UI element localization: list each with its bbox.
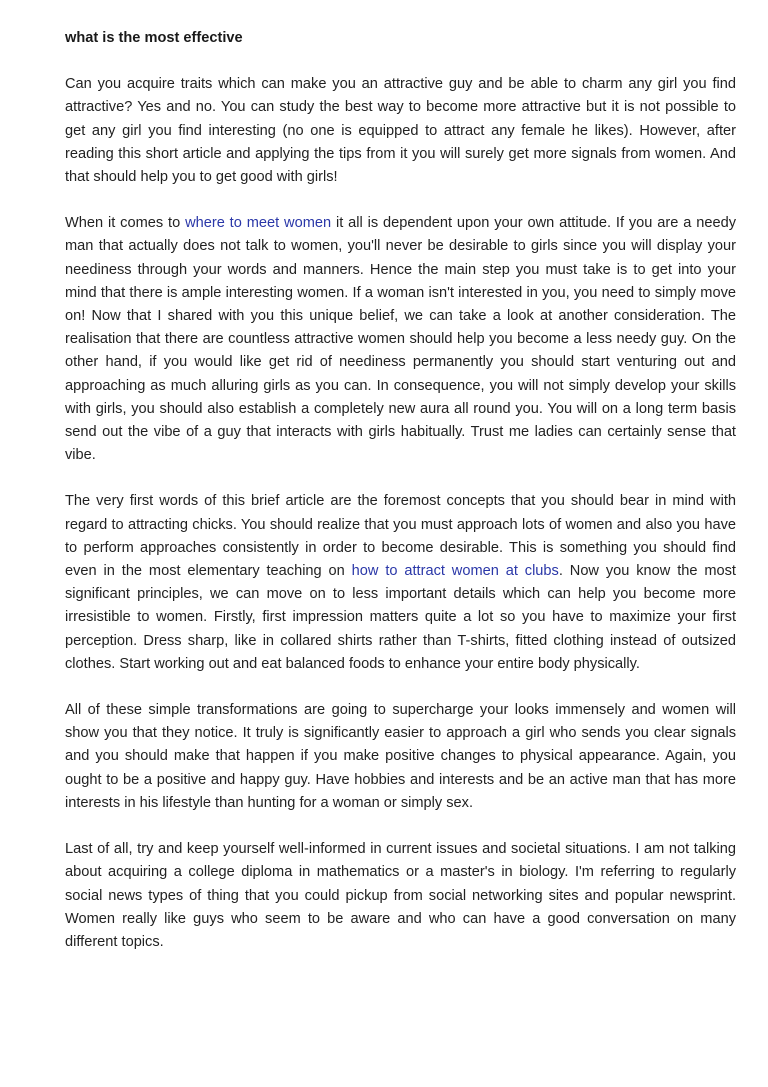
- document-page: [65, 27, 736, 977]
- where-to-meet-women-link[interactable]: where to meet women: [185, 215, 332, 232]
- paragraph-intro-text: Can you acquire traits which can make you an attractive guy and be able to charm any girl you find attractive? Yes and no. You can study the best way to become more attractive but it is not possible to get any girl you find interesting (no one is equipped to attract any female he likes). However, after reading this short article and applying the tips from it you will surely get more signals from women. And that should help you to get good with girls!: [65, 76, 736, 186]
- paragraph-principles-text-before: The very first words of this brief article are the foremost concepts that you should bear in mind with regard to attracting chicks. You should realize that you must approach lots of women and also you have to perform approaches consistently in order to become desirable. This is something you should find even in the most elementary teaching on: [65, 493, 736, 580]
- paragraph-current-issues-text: Last of all, try and keep yourself well-informed in current issues and societal situations. I am not talking about acquiring a college diploma in mathematics or a master's in biology. I'm referring to regularly social news types of thing that you could pickup from social networking sites and popular newsprint. Women really like guys who seem to be aware and who can have a good conversation on many different topics.: [65, 841, 736, 950]
- paragraph-principles: [65, 490, 736, 676]
- paragraph-attitude: [65, 212, 736, 467]
- paragraph-transformations-text: All of these simple transformations are going to supercharge your looks immensely and women will show you that they notice. It truly is significantly easier to approach a girl who sends you clear signals and you should make that happen if you make positive changes to physical appearance. Again, you ought to be a positive and happy guy. Have hobbies and interests and be an active man that has more interests in his lifestyle than hunting for a woman or simply sex.: [65, 702, 736, 811]
- paragraph-intro: [65, 73, 736, 189]
- attract-women-at-clubs-link[interactable]: how to attract women at clubs: [351, 563, 559, 580]
- paragraph-current-issues: [65, 838, 736, 954]
- paragraph-transformations: [65, 699, 736, 815]
- paragraph-attitude-text-after: it all is dependent upon your own attitude. If you are a needy man that actually does not talk to women, you'll never be desirable to girls since you will display your neediness through your words and manners. Hence the main step you must take is to get into your mind that there is ample interesting women. If a woman isn't interested in you, you need to simply move on! Now that I shared with you this unique belief, we can take a look at another consideration. The realisation that there are countless attractive women should help you become a less needy guy. On the other hand, if you would like get rid of neediness permanently you should start venturing out and approaching as much alluring girls as you can. In consequence, you will not simply develop your skills with girls, you should also establish a completely new aura all round you. You will on a long term basis send out the vibe of a guy that interacts with girls habitually. Trust me ladies can certainly sense that vibe.: [65, 215, 737, 464]
- paragraph-attitude-text-before: When it comes to: [65, 215, 186, 232]
- document-title: what is the most effective: [65, 30, 243, 46]
- paragraph-principles-text-after: . Now you know the most significant principles, we can move on to less important details which can help you become more irresistible to women. Firstly, first impression matters quite a lot so you have to maximize your first perception. Dress sharp, like in collared shirts rather than T-shirts, fitted clothing instead of outsized clothes. Start working out and eat balanced foods to enhance your entire body physically.: [65, 563, 736, 672]
